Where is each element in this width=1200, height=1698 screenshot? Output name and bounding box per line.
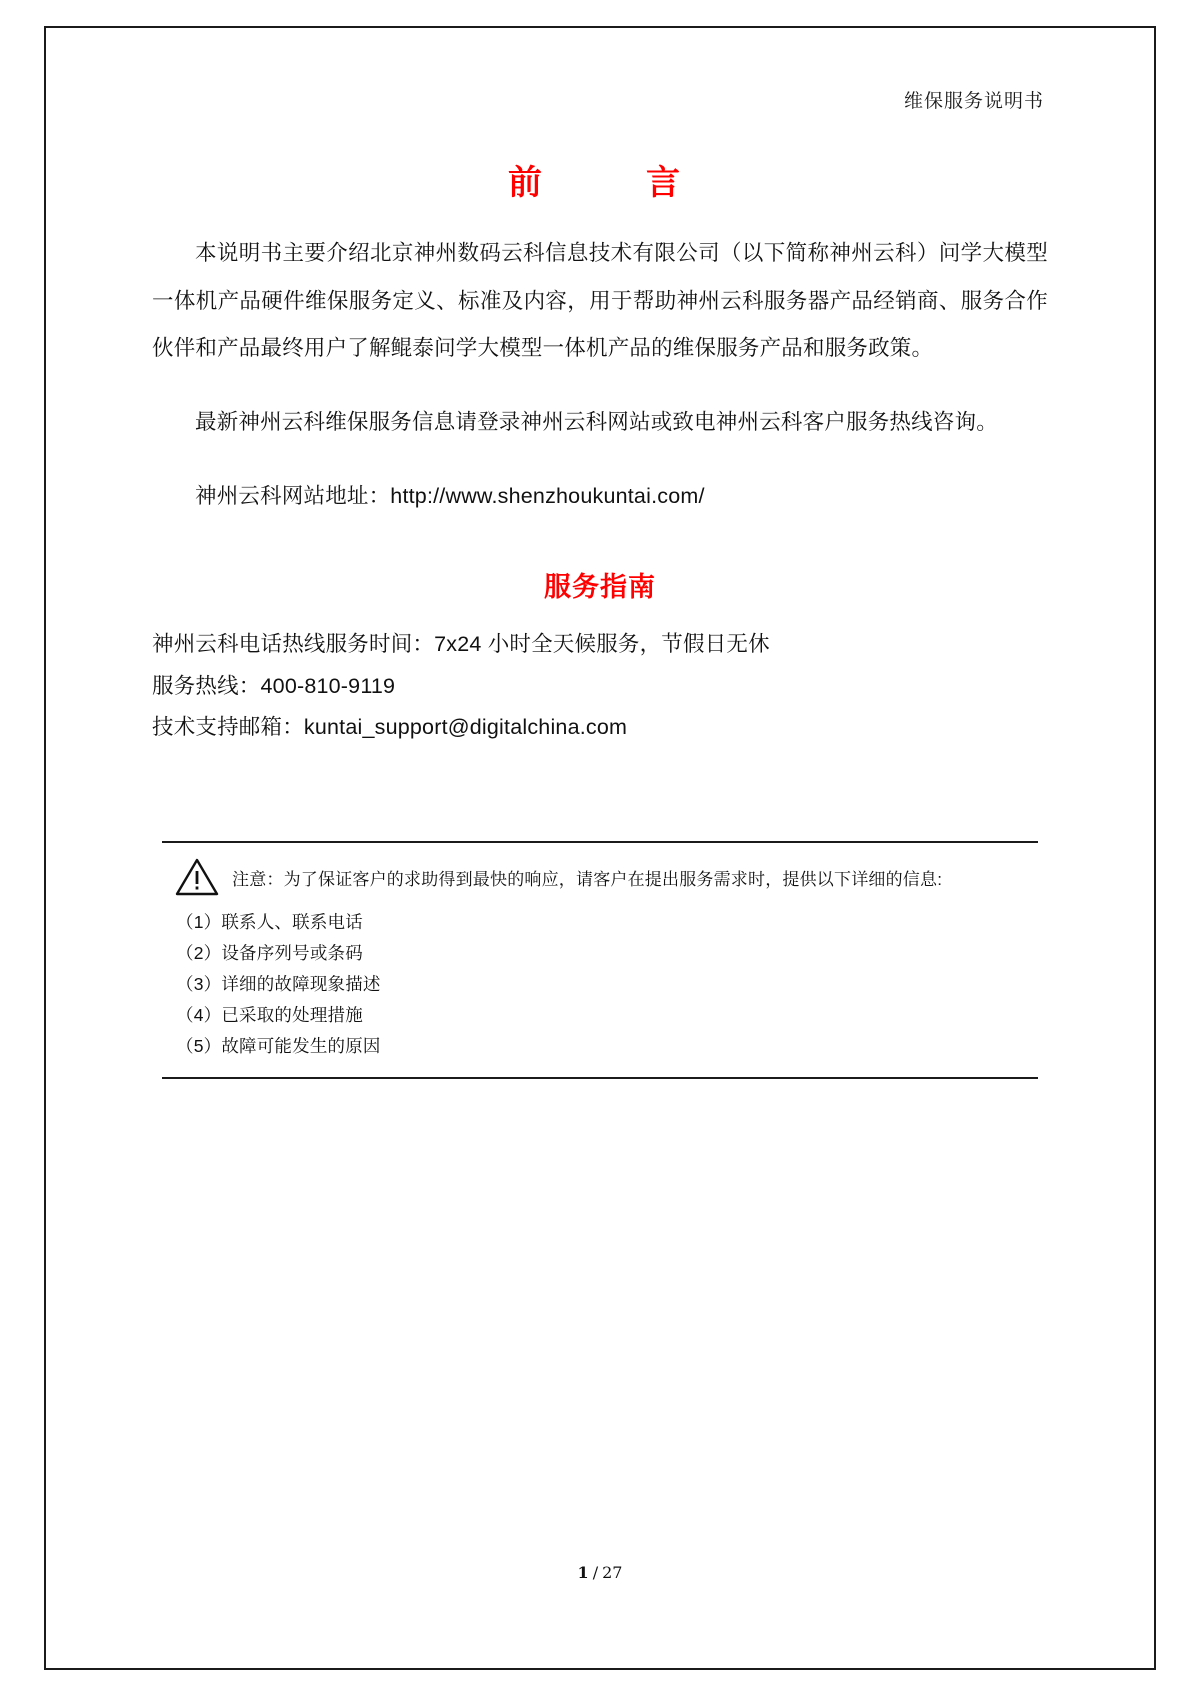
note-list-item: （2）设备序列号或条码 xyxy=(176,943,363,964)
warning-triangle-icon xyxy=(174,857,220,897)
header-doc-title: 维保服务说明书 xyxy=(903,90,1044,112)
footer-total-pages: 27 xyxy=(602,1563,623,1582)
preface-paragraph-1: 本说明书主要介绍北京神州数码云科信息技术有限公司（以下简称神州云科）问学大模型一体机产品硬件维保服务定义、标准及内容，用于帮助神州云科服务器产品经销商、服务合作伙伴和产品最终用户了解鲲泰问学大模型一体机产品的维保服务产品和服务政策。 xyxy=(152,241,1048,361)
preface-paragraph-2: 最新神州云科维保服务信息请登录神州云科网站或致电神州云科客户服务热线咨询。 xyxy=(195,410,998,435)
service-hotline-number: 服务热线：400-810-9119 xyxy=(152,673,396,698)
service-hotline-hours: 神州云科电话热线服务时间：7x24 小时全天候服务，节假日无休 xyxy=(152,631,770,656)
note-header xyxy=(162,857,1038,897)
note-list-item: （4）已采取的处理措施 xyxy=(176,1004,363,1025)
note-list-item: （3）详细的故障现象描述 xyxy=(176,973,381,994)
note-heading-text: 注意：为了保证客户的求助得到最快的响应，请客户在提出服务需求时，提供以下详细的信息: xyxy=(232,869,943,889)
preface-website-line: 神州云科网站地址：http://www.shenzhoukuntai.com/ xyxy=(195,483,705,508)
page-header xyxy=(106,28,1094,113)
service-support-email: 技术支持邮箱：kuntai_support@digitalchina.com xyxy=(152,715,628,740)
page-title-preface: 前 言 xyxy=(508,164,692,202)
preface-body xyxy=(106,230,1094,521)
footer-current-page: 1 xyxy=(577,1563,589,1582)
note-list-item: （1）联系人、联系电话 xyxy=(176,912,363,933)
footer-separator: / xyxy=(592,1563,599,1582)
page-content xyxy=(46,28,1154,1668)
section-title-service-guide: 服务指南 xyxy=(544,571,656,602)
page-footer xyxy=(46,1563,1154,1582)
note-box xyxy=(162,841,1038,1079)
note-list-item: （5）故障可能发生的原因 xyxy=(176,1035,381,1056)
note-item-list xyxy=(162,907,1038,1061)
